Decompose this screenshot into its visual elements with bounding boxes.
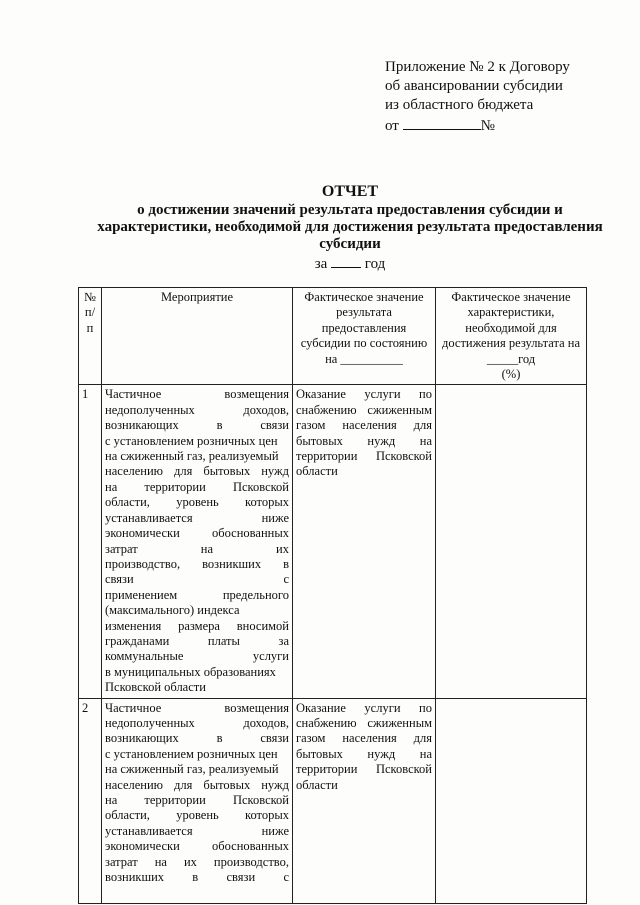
cell-line: Частичное возмещения	[105, 700, 289, 715]
cell-line: недополученных доходов,	[105, 402, 289, 417]
cell-line: экономически обоснованных	[105, 839, 289, 854]
cell-line: коммунальные услуги	[105, 649, 289, 664]
cell-line: области	[296, 464, 338, 479]
appendix-line-4	[385, 115, 625, 136]
row-fact-result	[293, 385, 436, 698]
row-fact-characteristic[interactable]	[436, 698, 587, 903]
cell-line: снабжению сжиженным	[296, 402, 432, 417]
row-event	[102, 385, 293, 698]
cell-line: Псковской области	[105, 680, 206, 695]
cell-line: газом населения для	[296, 418, 432, 433]
year-prefix: за	[314, 256, 328, 272]
appendix-line-3: из областного бюджета	[385, 97, 534, 113]
cell-line: с установлением розничных цен	[105, 746, 278, 761]
cell-line: возникающих в связи	[105, 731, 289, 746]
cell-line: Частичное возмещения	[105, 387, 289, 402]
cell-line: устанавливается ниже	[105, 510, 289, 525]
appendix-number-sign: №	[480, 118, 495, 134]
header-num: № п/п	[79, 288, 102, 385]
cell-line: бытовых нужд на	[296, 746, 432, 761]
date-blank	[403, 115, 481, 130]
cell-line: на территории Псковской	[105, 793, 289, 807]
cell-line: связи с	[105, 572, 289, 587]
row-event	[102, 698, 293, 903]
appendix-line-2: об авансировании субсидии	[385, 78, 563, 94]
cell-line: производство, возникших в	[105, 556, 289, 571]
table-row	[79, 698, 587, 903]
cell-line: Оказание услуги по	[296, 700, 432, 715]
row-fact-result	[293, 698, 436, 903]
appendix-note	[385, 58, 625, 136]
header-event: Мероприятие	[102, 288, 293, 385]
cell-line: (максимального) индекса	[105, 603, 240, 618]
cell-line: гражданами платы за	[105, 633, 289, 648]
row-num: 1	[79, 385, 102, 698]
row-fact-characteristic[interactable]	[436, 385, 587, 698]
table-row	[79, 385, 587, 698]
cell-line: Оказание услуги по	[296, 387, 432, 402]
report-table	[78, 287, 587, 904]
cell-line: территории Псковской	[296, 449, 432, 464]
cell-line: затрат на их	[105, 541, 289, 556]
cell-line: применением предельного	[105, 587, 289, 602]
cell-line: возникших в связи с	[105, 870, 289, 885]
cell-line: недополученных доходов,	[105, 715, 289, 730]
appendix-date-prefix: от	[385, 118, 399, 134]
title-sub-2: характеристики, необходимой для достижения результата предоставления	[97, 219, 603, 235]
cell-line: устанавливается ниже	[105, 823, 289, 838]
cell-line: возникающих в связи	[105, 418, 289, 433]
year-suffix: год	[364, 256, 386, 272]
header-fact-result: Фактическое значение результата предоставления субсидии по состоянию на __________	[293, 288, 436, 385]
header-fact-characteristic: Фактическое значение характеристики, необходимой для достижения результата на _____год (%)	[436, 288, 587, 385]
cell-line: в муниципальных образованиях	[105, 664, 276, 679]
appendix-line-1: Приложение № 2 к Договору	[385, 59, 570, 75]
title-sub-3: субсидии	[319, 236, 381, 252]
cell-line: изменения размера вносимой	[105, 618, 289, 633]
report-year-line	[60, 253, 640, 273]
cell-line: населению для бытовых нужд	[105, 464, 289, 479]
cell-line: снабжению сжиженным	[296, 715, 432, 730]
cell-line: затрат на их производство,	[105, 854, 289, 869]
cell-line: с установлением розничных цен	[105, 433, 278, 448]
cell-line: экономически обоснованных	[105, 526, 289, 541]
cell-line: области	[296, 777, 338, 792]
cell-line: области, уровень которых	[105, 495, 289, 510]
year-blank	[331, 253, 361, 268]
cell-line: на территории Псковской	[105, 479, 289, 494]
cell-line: газом населения для	[296, 731, 432, 746]
report-title	[60, 183, 640, 253]
row-num: 2	[79, 698, 102, 903]
cell-line: на сжиженный газ, реализуемый	[105, 449, 279, 464]
cell-line: бытовых нужд на	[296, 433, 432, 448]
table-header-row	[79, 288, 587, 385]
cell-line: населению для бытовых нужд	[105, 777, 289, 792]
cell-line: территории Псковской	[296, 762, 432, 777]
cell-line: области, уровень которых	[105, 808, 289, 823]
title-sub-1: о достижении значений результата предоставления субсидии и	[137, 202, 563, 218]
cell-line: на сжиженный газ, реализуемый	[105, 762, 279, 777]
title-main: ОТЧЕТ	[321, 183, 379, 200]
